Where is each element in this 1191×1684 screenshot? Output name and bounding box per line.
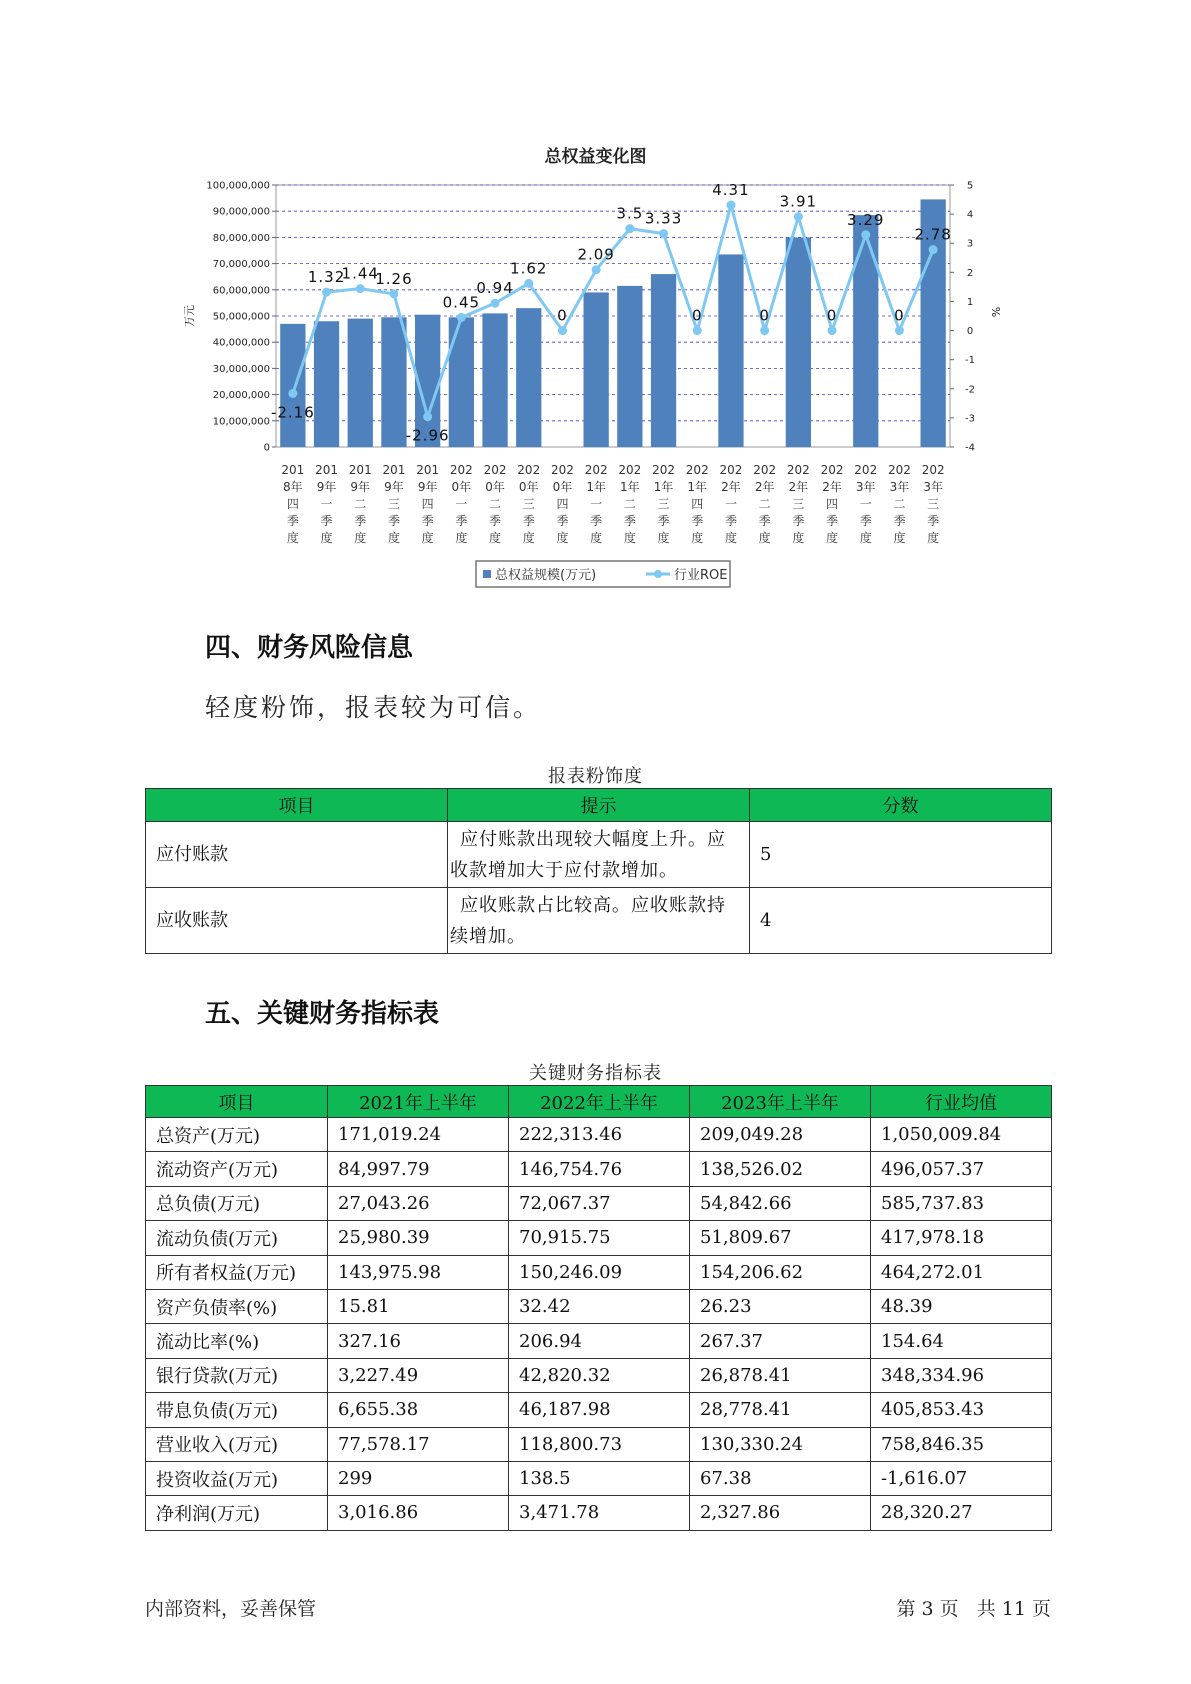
- x-tick-label: 度: [657, 531, 670, 545]
- x-tick-label: 三: [792, 497, 805, 511]
- kpi-table: [145, 1085, 1052, 1531]
- bar: [617, 286, 642, 447]
- section4-heading: 四、财务风险信息: [205, 633, 414, 663]
- header-cell: 分数: [750, 789, 1052, 822]
- table-row: [146, 822, 1052, 888]
- x-tick-label: 202: [719, 463, 743, 477]
- x-tick-label: 季: [657, 514, 670, 528]
- kpi-table-header: [146, 1086, 1052, 1118]
- x-tick-label: 202: [652, 463, 676, 477]
- kpi-value: 758,846.35: [871, 1427, 1052, 1461]
- x-tick-label: 202: [449, 463, 473, 477]
- kpi-value: 3,227.49: [328, 1358, 509, 1392]
- legend-bar-swatch: [483, 570, 491, 578]
- x-tick-label: 二: [354, 497, 367, 511]
- chart-title: 总权益变化图: [544, 147, 647, 167]
- kpi-value: 2,327.86: [690, 1496, 871, 1530]
- x-tick-label: 度: [320, 531, 333, 545]
- roe-data-label: 0: [557, 306, 568, 325]
- x-tick-label: 一: [724, 497, 737, 511]
- kpi-label: 资产负债率(%): [146, 1289, 328, 1323]
- roe-data-label: 3.29: [847, 210, 885, 229]
- y-tick-label-right: -2: [965, 384, 975, 396]
- x-tick-label: 季: [623, 514, 636, 528]
- kpi-label: 银行贷款(万元): [146, 1358, 328, 1392]
- x-tick-label: 季: [927, 514, 940, 528]
- kpi-value: 67.38: [690, 1461, 871, 1495]
- x-tick-label: 季: [489, 514, 502, 528]
- bar: [584, 292, 609, 447]
- x-tick-label: 二: [758, 497, 771, 511]
- risk-tip: 应付账款出现较大幅度上升。应收款增加大于应付款增加。: [448, 822, 750, 888]
- roe-point: [929, 245, 938, 254]
- header-cell: 2023年上半年: [690, 1086, 871, 1118]
- roe-point: [828, 326, 837, 335]
- x-tick-label: 度: [421, 531, 434, 545]
- risk-tip: 应收账款占比较高。应收账款持续增加。: [448, 888, 750, 954]
- x-tick-label: 0年: [451, 480, 472, 494]
- x-tick-label: 度: [758, 531, 771, 545]
- x-tick-label: 1年: [653, 480, 674, 494]
- kpi-value: 42,820.32: [509, 1358, 690, 1392]
- x-tick-label: 0年: [485, 480, 505, 494]
- roe-point: [524, 279, 533, 288]
- x-tick-label: 3年: [923, 480, 943, 494]
- x-tick-label: 三: [522, 497, 535, 511]
- x-tick-label: 202: [685, 463, 709, 477]
- x-tick-label: 度: [623, 531, 636, 545]
- kpi-value: 138,526.02: [690, 1152, 871, 1186]
- y-tick-label-left: 80,000,000: [212, 232, 270, 244]
- kpi-value: 405,853.43: [871, 1393, 1052, 1427]
- risk-item: 应收账款: [146, 888, 448, 954]
- bar: [516, 308, 541, 447]
- y-tick-label-left: 0: [263, 442, 270, 454]
- roe-point: [288, 389, 297, 398]
- x-tick-label: 三: [657, 497, 670, 511]
- x-tick-label: 度: [927, 531, 940, 545]
- risk-table-caption: 报表粉饰度: [548, 766, 643, 787]
- kpi-value: 150,246.09: [509, 1255, 690, 1289]
- kpi-label: 流动负债(万元): [146, 1221, 328, 1255]
- header-cell: 项目: [146, 1086, 328, 1118]
- x-tick-label: 202: [618, 463, 642, 477]
- kpi-value: 32.42: [509, 1289, 690, 1323]
- y-tick-label-right: -1: [965, 355, 975, 367]
- roe-data-label: 0.45: [442, 293, 481, 312]
- kpi-value: 77,578.17: [328, 1427, 509, 1461]
- header-cell: 项目: [146, 789, 448, 822]
- roe-data-label: 2.09: [577, 245, 615, 264]
- kpi-label: 所有者权益(万元): [146, 1255, 328, 1289]
- y-tick-label-left: 20,000,000: [212, 390, 270, 402]
- x-tick-label: 三: [927, 497, 940, 511]
- kpi-value: 222,313.46: [509, 1118, 690, 1152]
- x-tick-label: 202: [483, 463, 507, 477]
- x-tick-label: 1年: [586, 480, 606, 494]
- x-tick-label: 季: [320, 514, 333, 528]
- x-tick-label: 201: [281, 463, 305, 477]
- x-tick-label: 季: [354, 514, 367, 528]
- risk-summary: 轻度粉饰，报表较为可信。: [205, 693, 542, 722]
- table-row: [146, 1324, 1052, 1358]
- x-tick-label: 度: [286, 531, 299, 545]
- kpi-value: 84,997.79: [328, 1152, 509, 1186]
- kpi-value: 464,272.01: [871, 1255, 1052, 1289]
- roe-data-label: -2.16: [270, 403, 315, 422]
- roe-data-label: 0: [894, 306, 905, 325]
- table-row: [146, 1289, 1052, 1323]
- y-tick-label-right: 0: [966, 326, 974, 338]
- roe-point: [760, 326, 769, 335]
- table-row: [146, 1496, 1052, 1530]
- y-tick-label-left: 50,000,000: [212, 311, 270, 323]
- y-tick-label-left: 30,000,000: [212, 363, 270, 375]
- x-tick-label: 度: [489, 531, 502, 545]
- roe-data-label: 0: [826, 306, 838, 325]
- kpi-value: 28,778.41: [690, 1393, 871, 1427]
- kpi-value: 48.39: [871, 1289, 1052, 1323]
- x-tick-label: 0年: [518, 480, 539, 494]
- y-tick-label-right: 4: [966, 209, 974, 221]
- y-tick-label-left: 40,000,000: [212, 337, 270, 349]
- bar: [449, 317, 474, 447]
- x-tick-label: 2年: [788, 480, 809, 494]
- roe-point: [659, 229, 668, 238]
- bar: [381, 317, 406, 447]
- kpi-value: 154,206.62: [690, 1255, 871, 1289]
- kpi-value: 54,842.66: [690, 1186, 871, 1220]
- table-row: [146, 1393, 1052, 1427]
- x-tick-label: 202: [921, 463, 945, 477]
- table-row: [146, 1427, 1052, 1461]
- x-tick-label: 一: [590, 497, 603, 511]
- x-tick-label: 季: [691, 514, 704, 528]
- y-tick-label-left: 70,000,000: [212, 259, 270, 271]
- kpi-value: 26,878.41: [690, 1358, 871, 1392]
- kpi-value: -1,616.07: [871, 1461, 1052, 1495]
- y-tick-label-left: 100,000,000: [206, 180, 270, 192]
- bar: [651, 274, 676, 447]
- x-tick-label: 季: [893, 514, 906, 528]
- x-tick-label: 3年: [855, 480, 876, 494]
- x-tick-label: 季: [590, 514, 603, 528]
- roe-data-label: 1.62: [510, 259, 548, 278]
- roe-data-label: 1.44: [341, 264, 379, 283]
- roe-point: [558, 326, 567, 335]
- x-tick-label: 四: [421, 497, 434, 511]
- risk-table: [145, 788, 1052, 954]
- x-tick-label: 季: [387, 514, 400, 528]
- legend-label: 行业ROE: [674, 568, 728, 583]
- kpi-value: 6,655.38: [328, 1393, 509, 1427]
- kpi-value: 348,334.96: [871, 1358, 1052, 1392]
- x-tick-label: 度: [691, 531, 704, 545]
- x-tick-label: 201: [416, 463, 440, 477]
- x-tick-label: 季: [792, 514, 805, 528]
- x-tick-label: 二: [489, 497, 502, 511]
- kpi-table-caption: 关键财务指标表: [529, 1063, 662, 1084]
- x-tick-label: 202: [550, 463, 574, 477]
- x-tick-label: 度: [590, 531, 603, 545]
- kpi-value: 496,057.37: [871, 1152, 1052, 1186]
- bar: [482, 313, 507, 447]
- x-tick-label: 度: [354, 531, 367, 545]
- x-tick-label: 度: [826, 531, 839, 545]
- roe-data-label: 3.91: [779, 192, 818, 211]
- roe-data-label: 3.33: [644, 209, 683, 228]
- roe-point: [726, 201, 735, 210]
- x-tick-label: 度: [859, 531, 872, 545]
- x-tick-label: 季: [826, 514, 839, 528]
- legend-line-marker: [654, 570, 662, 578]
- x-tick-label: 季: [859, 514, 872, 528]
- roe-point: [895, 326, 904, 335]
- x-tick-label: 季: [286, 514, 299, 528]
- roe-data-label: 0.94: [476, 279, 514, 298]
- header-cell: 行业均值: [871, 1086, 1052, 1118]
- kpi-value: 3,016.86: [328, 1496, 509, 1530]
- kpi-value: 209,049.28: [690, 1118, 871, 1152]
- x-tick-label: 二: [893, 497, 906, 511]
- table-row: [146, 1461, 1052, 1495]
- bar: [786, 237, 811, 447]
- x-tick-label: 四: [286, 497, 299, 511]
- kpi-value: 51,809.67: [690, 1221, 871, 1255]
- x-tick-label: 201: [382, 463, 406, 477]
- x-tick-label: 9年: [417, 480, 438, 494]
- x-tick-label: 度: [387, 531, 400, 545]
- roe-point: [356, 284, 365, 293]
- kpi-value: 146,754.76: [509, 1152, 690, 1186]
- y-tick-label-left: 60,000,000: [212, 285, 270, 297]
- kpi-value: 25,980.39: [328, 1221, 509, 1255]
- roe-data-label: 1.26: [375, 269, 413, 288]
- kpi-label: 总负债(万元): [146, 1186, 328, 1220]
- x-tick-label: 202: [786, 463, 810, 477]
- roe-data-label: 2.78: [914, 225, 952, 244]
- x-tick-label: 季: [556, 514, 569, 528]
- header-cell: 提示: [448, 789, 750, 822]
- roe-data-label: -2.96: [405, 426, 450, 445]
- kpi-value: 15.81: [328, 1289, 509, 1323]
- kpi-value: 206.94: [509, 1324, 690, 1358]
- kpi-label: 流动比率(%): [146, 1324, 328, 1358]
- page-number: 第 3 页 共 11 页: [896, 1598, 1051, 1620]
- roe-data-label: 0: [691, 306, 703, 325]
- roe-point: [322, 288, 331, 297]
- bar: [314, 321, 339, 447]
- table-row: [146, 1358, 1052, 1392]
- y-tick-label-right: 2: [966, 267, 974, 279]
- kpi-value: 327.16: [328, 1324, 509, 1358]
- table-row: [146, 1221, 1052, 1255]
- y-axis-label-right: %: [989, 306, 1002, 318]
- x-tick-label: 202: [584, 463, 608, 477]
- kpi-value: 27,043.26: [328, 1186, 509, 1220]
- x-tick-label: 202: [517, 463, 541, 477]
- y-tick-label-left: 10,000,000: [212, 416, 270, 428]
- table-row: [146, 1118, 1052, 1152]
- x-tick-label: 季: [758, 514, 771, 528]
- risk-table-header: [146, 789, 1052, 822]
- x-tick-label: 202: [820, 463, 844, 477]
- risk-item: 应付账款: [146, 822, 448, 888]
- x-tick-label: 度: [556, 531, 569, 545]
- kpi-value: 72,067.37: [509, 1186, 690, 1220]
- x-tick-label: 9年: [350, 480, 371, 494]
- x-tick-label: 一: [455, 497, 468, 511]
- x-tick-label: 度: [724, 531, 737, 545]
- roe-data-label: 0: [759, 306, 770, 325]
- x-tick-label: 202: [753, 463, 777, 477]
- x-tick-label: 0年: [552, 480, 573, 494]
- y-tick-label-right: -4: [965, 442, 975, 454]
- bar: [718, 254, 743, 447]
- roe-point: [794, 212, 803, 221]
- kpi-value: 130,330.24: [690, 1427, 871, 1461]
- kpi-value: 585,737.83: [871, 1186, 1052, 1220]
- x-tick-label: 四: [556, 497, 569, 511]
- x-tick-label: 二: [623, 497, 636, 511]
- roe-point: [693, 326, 702, 335]
- kpi-label: 总资产(万元): [146, 1118, 328, 1152]
- kpi-value: 267.37: [690, 1324, 871, 1358]
- kpi-value: 138.5: [509, 1461, 690, 1495]
- bar: [853, 215, 878, 447]
- header-cell: 2022年上半年: [509, 1086, 690, 1118]
- roe-point: [592, 265, 601, 274]
- x-tick-label: 2年: [754, 480, 775, 494]
- legend-label: 总权益规模(万元): [495, 568, 597, 583]
- table-row: [146, 1255, 1052, 1289]
- kpi-value: 171,019.24: [328, 1118, 509, 1152]
- kpi-value: 143,975.98: [328, 1255, 509, 1289]
- roe-data-label: 1.32: [307, 268, 346, 287]
- x-tick-label: 度: [455, 531, 468, 545]
- kpi-label: 投资收益(万元): [146, 1461, 328, 1495]
- kpi-value: 3,471.78: [509, 1496, 690, 1530]
- x-tick-label: 季: [724, 514, 737, 528]
- x-tick-label: 一: [859, 497, 872, 511]
- header-cell: 2021年上半年: [328, 1086, 509, 1118]
- x-tick-label: 一: [320, 497, 333, 511]
- roe-point: [389, 289, 398, 298]
- roe-point: [491, 299, 500, 308]
- x-tick-label: 201: [348, 463, 372, 477]
- table-row: [146, 888, 1052, 954]
- kpi-value: 118,800.73: [509, 1427, 690, 1461]
- roe-point: [457, 313, 466, 322]
- kpi-value: 70,915.75: [509, 1221, 690, 1255]
- x-tick-label: 三: [387, 497, 400, 511]
- y-tick-label-right: 3: [966, 238, 974, 250]
- kpi-value: 46,187.98: [509, 1393, 690, 1427]
- kpi-label: 营业收入(万元): [146, 1427, 328, 1461]
- x-tick-label: 3年: [889, 480, 910, 494]
- roe-data-label: 4.31: [712, 181, 750, 200]
- risk-score: 4: [750, 888, 1052, 954]
- x-tick-label: 度: [893, 531, 906, 545]
- kpi-label: 带息负债(万元): [146, 1393, 328, 1427]
- kpi-value: 28,320.27: [871, 1496, 1052, 1530]
- risk-score: 5: [750, 822, 1052, 888]
- x-tick-label: 9年: [384, 480, 404, 494]
- table-row: [146, 1152, 1052, 1186]
- kpi-value: 417,978.18: [871, 1221, 1052, 1255]
- kpi-value: 154.64: [871, 1324, 1052, 1358]
- x-tick-label: 202: [887, 463, 911, 477]
- equity-chart: [0, 0, 1191, 600]
- y-tick-label-right: 5: [966, 180, 974, 192]
- x-tick-label: 季: [421, 514, 434, 528]
- y-tick-label-right: -3: [965, 413, 975, 425]
- kpi-label: 净利润(万元): [146, 1496, 328, 1530]
- y-tick-label-left: 90,000,000: [212, 206, 270, 218]
- kpi-value: 1,050,009.84: [871, 1118, 1052, 1152]
- roe-point: [423, 412, 432, 421]
- kpi-value: 299: [328, 1461, 509, 1495]
- y-axis-label-left: 万元: [183, 305, 196, 327]
- kpi-label: 流动资产(万元): [146, 1152, 328, 1186]
- x-tick-label: 度: [522, 531, 535, 545]
- x-tick-label: 1年: [620, 480, 640, 494]
- roe-point: [625, 224, 634, 233]
- x-tick-label: 四: [691, 497, 704, 511]
- kpi-value: 26.23: [690, 1289, 871, 1323]
- roe-point: [861, 230, 870, 239]
- x-tick-label: 202: [854, 463, 878, 477]
- x-tick-label: 201: [315, 463, 339, 477]
- x-tick-label: 四: [826, 497, 839, 511]
- bar: [348, 319, 373, 447]
- x-tick-label: 度: [792, 531, 805, 545]
- x-tick-label: 8年: [283, 480, 303, 494]
- y-tick-label-right: 1: [966, 296, 974, 308]
- section5-heading: 五、关键财务指标表: [205, 999, 440, 1029]
- footer-note: 内部资料，妥善保管: [145, 1598, 317, 1620]
- x-tick-label: 2年: [822, 480, 842, 494]
- x-tick-label: 季: [455, 514, 468, 528]
- bar: [280, 324, 305, 447]
- x-tick-label: 1年: [687, 480, 708, 494]
- x-tick-label: 2年: [721, 480, 741, 494]
- x-tick-label: 9年: [316, 480, 337, 494]
- x-tick-label: 季: [522, 514, 535, 528]
- table-row: [146, 1186, 1052, 1220]
- roe-data-label: 3.5: [616, 204, 644, 223]
